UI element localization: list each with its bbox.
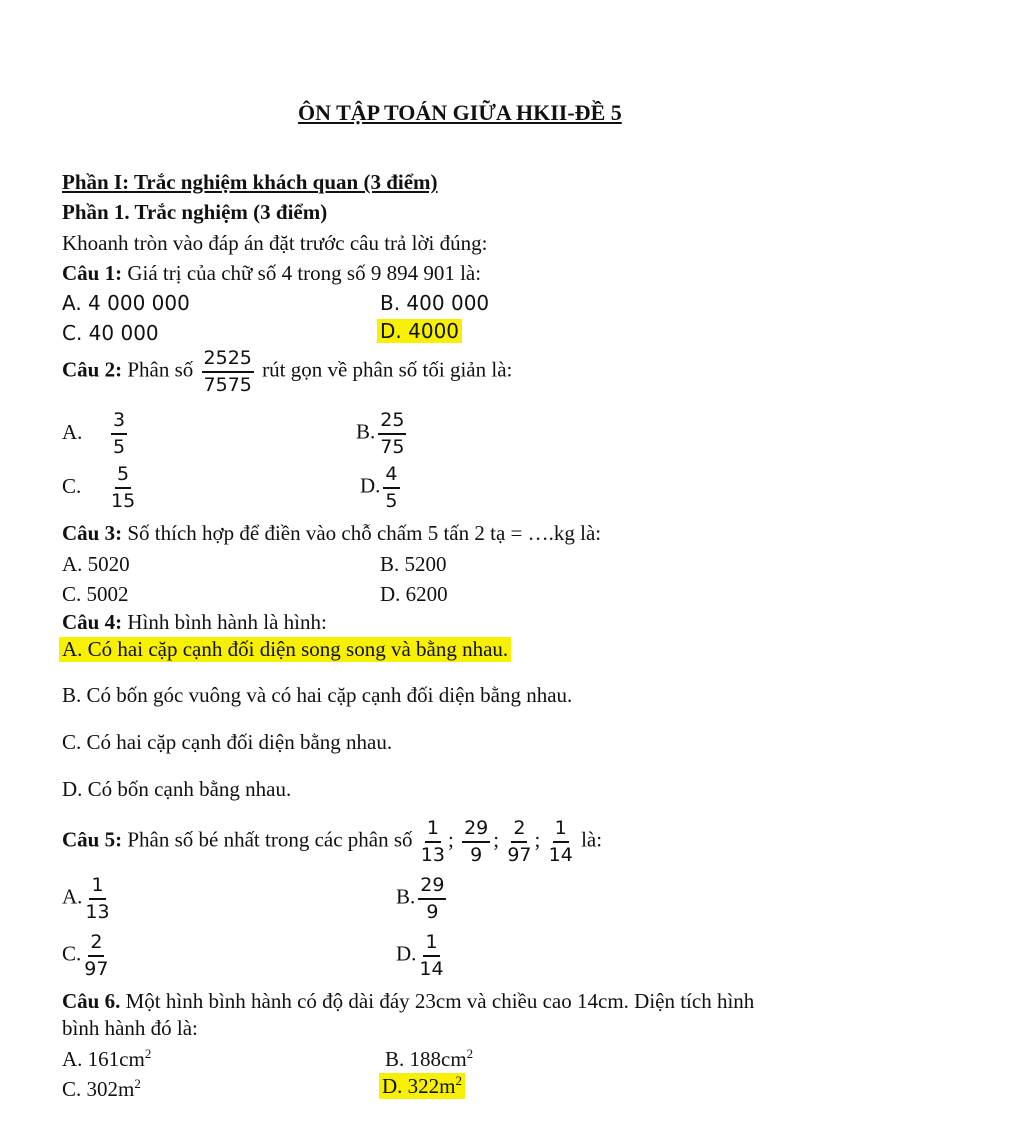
q5-option-a: A. $\frac{1}{13}$ <box>62 874 110 923</box>
fraction: $\frac{2525}{7575}$ <box>203 347 252 396</box>
question-4 <box>62 610 327 635</box>
question-text: Một hình bình hành có độ dài đáy 23cm và chiều cao 14cm. Diện tích hình <box>125 989 755 1013</box>
question-1 <box>62 261 481 286</box>
q6-option-a: A. $161cm^2$ <box>62 1046 152 1071</box>
q3-option-d: D. 6200 <box>380 582 448 606</box>
question-text-end: rút gọn về phân số tối giản là: <box>262 357 513 382</box>
question-text-end: là: <box>581 827 603 852</box>
fraction: $\frac{25}{75}$ <box>380 409 405 458</box>
q2-option-a: A. $\frac{3}{5}$ <box>62 409 126 458</box>
fraction: $\frac{1}{13}$ <box>420 817 445 866</box>
question-2 <box>62 348 512 396</box>
fraction: $\frac{29}{9}$ <box>464 817 489 866</box>
q5-option-d: D. $\frac{1}{14}$ <box>396 931 444 980</box>
question-text: Giá trị của chữ số 4 trong số 9 894 901 là: <box>127 261 482 285</box>
fraction: $\frac{2}{97}$ <box>507 817 532 866</box>
q2-option-b: B. $\frac{25}{75}$ <box>356 409 405 458</box>
question-label: Câu 4: <box>62 610 123 634</box>
question-text: Phân số bé nhất trong các phân số <box>127 827 413 852</box>
question-label: Câu 5: <box>62 827 123 852</box>
q6-option-b: B. $188cm^2$ <box>385 1046 474 1071</box>
question-text: Số thích hợp để điền vào chỗ chấm 5 tấn 2 tạ = ….kg là: <box>127 521 602 545</box>
q1-option-d-highlighted: D. 4000 <box>377 319 462 343</box>
page-title: ÔN TẬP TOÁN GIỮA HKII-ĐỀ 5 <box>298 100 622 125</box>
fraction: $\frac{5}{15}$ <box>111 463 136 512</box>
question-6 <box>62 989 754 1014</box>
q5-option-c: C. $\frac{2}{97}$ <box>62 931 109 980</box>
fraction: $\frac{1}{14}$ <box>548 817 573 866</box>
q5-option-b: B. $\frac{29}{9}$ <box>396 874 445 923</box>
q1-option-b: B. 400 000 <box>380 291 490 315</box>
q4-option-c: C. Có hai cặp cạnh đối diện bằng nhau. <box>62 730 393 754</box>
q4-option-d: D. Có bốn cạnh bằng nhau. <box>62 777 292 801</box>
fraction: $\frac{3}{5}$ <box>113 409 126 458</box>
q4-option-a-highlighted: A. Có hai cặp cạnh đối diện song song và bằng nhau. <box>59 637 511 662</box>
question-label: Câu 3: <box>62 521 123 545</box>
question-5: Câu 5: Phân số bé nhất trong các phân số $\frac{1}{13}$ ; $\frac{29}{9}$ ; $\frac{2}{97}$ ; $\frac{1}{14}$ là: <box>62 817 603 866</box>
q1-option-c: C. 40 000 <box>62 321 159 345</box>
q3-option-b: B. 5200 <box>380 552 447 576</box>
fraction: $\frac{2}{97}$ <box>84 931 109 980</box>
instruction: Khoanh tròn vào đáp án đặt trước câu trả lời đúng: <box>62 231 488 255</box>
question-3 <box>62 521 601 546</box>
q4-option-b: B. Có bốn góc vuông và có hai cặp cạnh đối diện bằng nhau. <box>62 683 573 707</box>
q1-option-a: A. 4 000 000 <box>62 291 190 315</box>
question-text: Phân số <box>127 357 194 382</box>
q2-option-c: C. $\frac{5}{15}$ <box>62 463 136 512</box>
q3-option-c: C. 5002 <box>62 582 129 606</box>
fraction: $\frac{4}{5}$ <box>385 463 398 512</box>
fraction: $\frac{1}{13}$ <box>85 874 110 923</box>
q3-option-a: A. 5020 <box>62 552 130 576</box>
question-label: Câu 6. <box>62 989 121 1013</box>
q6-option-d-highlighted: D. $322m^2$ <box>379 1073 465 1099</box>
question-label: Câu 1: <box>62 261 123 285</box>
part-i-heading: Phần I: Trắc nghiệm khách quan (3 điểm) <box>62 170 438 194</box>
question-label: Câu 2: <box>62 357 123 382</box>
q2-option-d: D. $\frac{4}{5}$ <box>360 463 398 512</box>
fraction: $\frac{29}{9}$ <box>420 874 445 923</box>
fraction: $\frac{1}{14}$ <box>419 931 444 980</box>
part-1-heading: Phần 1. Trắc nghiệm (3 điểm) <box>62 200 328 224</box>
question-6-continued: bình hành đó là: <box>62 1016 198 1040</box>
q6-option-c: C. $302m^2$ <box>62 1076 141 1101</box>
question-text: Hình bình hành là hình: <box>127 610 327 634</box>
